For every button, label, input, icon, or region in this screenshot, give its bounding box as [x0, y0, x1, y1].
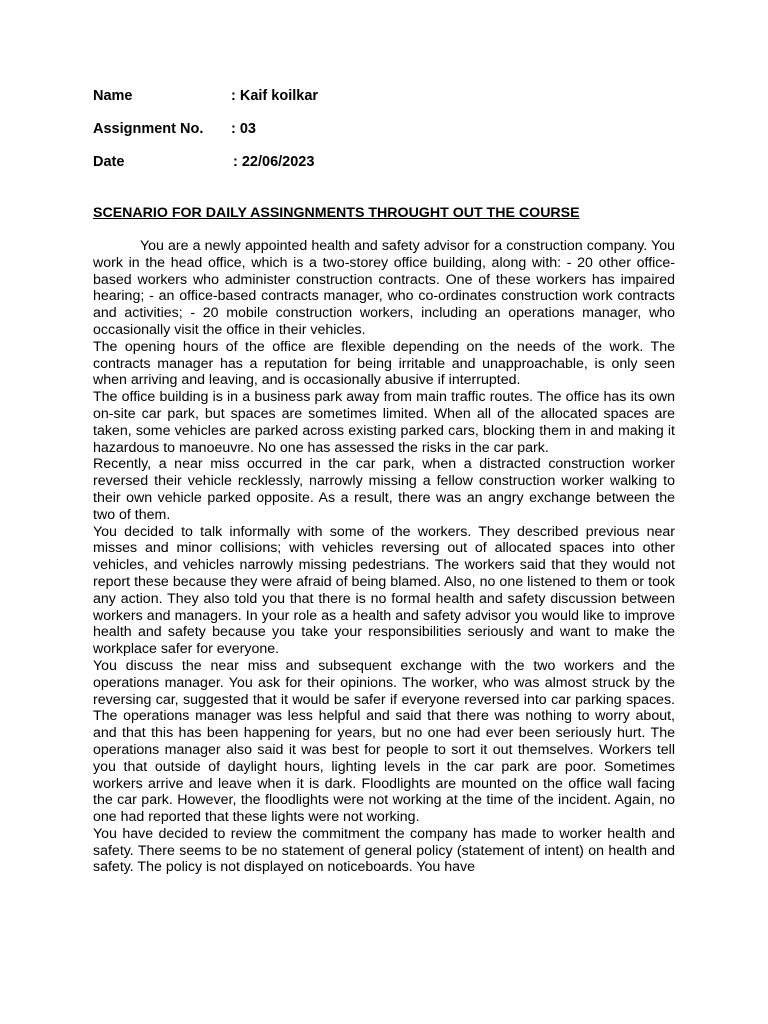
paragraph: The office building is in a business park away from main traffic routes. The office has its own on-site car park, but spaces are sometimes limited. When all of the allocated spaces are taken, some vehicles are parked across existing parked cars, blocking them in and making it hazardous to manoeuvre. No one has assessed the risks in the car park.	[93, 389, 675, 456]
scenario-heading: SCENARIO FOR DAILY ASSINGNMENTS THROUGHT OUT THE COURSE	[93, 205, 580, 221]
paragraph: Recently, a near miss occurred in the car park, when a distracted construction worker reversed their vehicle recklessly, narrowly missing a fellow construction worker walking to their own vehicle parked opposite. As a result, there was an angry exchange between the two of them.	[93, 456, 675, 523]
paragraph: You decided to talk informally with some of the workers. They described previous near misses and minor collisions; with vehicles reversing out of allocated spaces into other vehicles, and vehicles narrowly missing pedestrians. The workers said that they would not report these because they were afraid of being blamed. Also, no one listened to them or took any action. They also told you that there is no formal health and safety discussion between workers and managers. In your role as a health and safety advisor you would like to improve health and safety because you take your responsibilities seriously and want to make the workplace safer for everyone.	[93, 523, 675, 658]
date-value: : 22/06/2023	[233, 154, 315, 170]
name-value: : Kaif koilkar	[231, 88, 319, 104]
scenario-body	[93, 238, 675, 928]
name-row	[93, 86, 653, 119]
date-row	[93, 152, 653, 185]
paragraph: The opening hours of the office are flexible depending on the needs of the work. The contracts manager has a reputation for being irritable and unapproachable, is only seen when arriving and leaving, and is occasionally abusive if interrupted.	[93, 338, 675, 389]
assignment-row	[93, 119, 653, 152]
paragraph: You discuss the near miss and subsequent exchange with the two workers and the operations manager. You ask for their opinions. The worker, who was almost struck by the reversing car, suggested that it would be safer if everyone reversed into car parking spaces. The operations manager was less helpful and said that there was nothing to worry about, and that this has been happening for years, but no one had ever been seriously hurt. The operations manager also said it was best for people to sort it out themselves. Workers tell you that outside of daylight hours, lighting levels in the car park are poor. Sometimes workers arrive and leave when it is dark. Floodlights are mounted on the office wall facing the car park. However, the floodlights were not working at the time of the incident. Again, no one had reported that these lights were not working.	[93, 657, 675, 826]
assignment-value: : 03	[231, 121, 256, 137]
date-label: Date	[93, 154, 125, 170]
assignment-label: Assignment No.	[93, 121, 204, 137]
paragraph: You have decided to review the commitment the company has made to worker health and safety. There seems to be no statement of general policy (statement of intent) on health and safety. The policy is not displayed on noticeboards. You have	[93, 825, 675, 876]
paragraph: You are a newly appointed health and safety advisor for a construction company. You work in the head office, which is a two-storey office building, along with: - 20 other office-based workers who administer construction contracts. One of these workers has impaired hearing; - an office-based contracts manager, who co-ordinates construction work contracts and activities; - 20 mobile construction workers, including an operations manager, who occasionally visit the office in their vehicles.	[93, 238, 675, 338]
name-label: Name	[93, 88, 133, 104]
assignment-details	[93, 86, 653, 185]
